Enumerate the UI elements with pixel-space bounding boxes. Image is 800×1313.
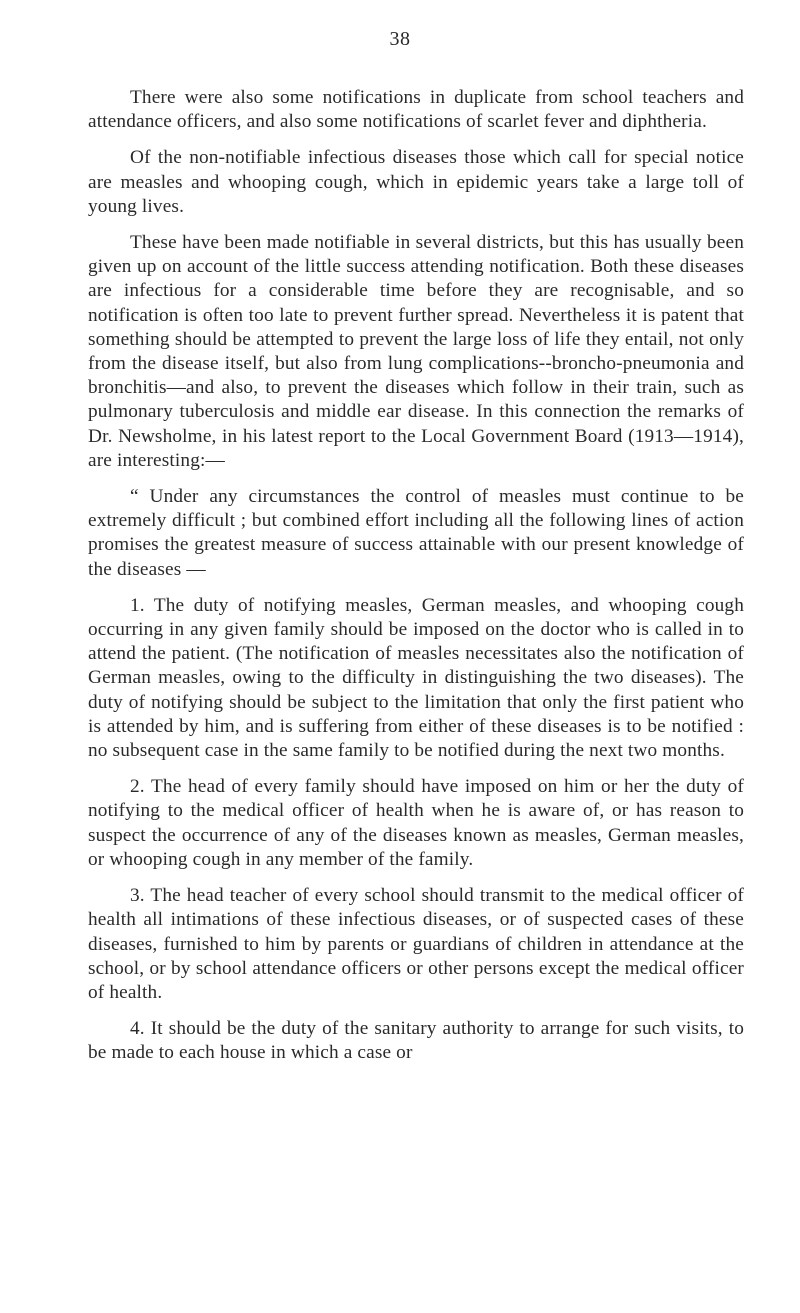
- page-number: 38: [389, 28, 411, 50]
- paragraph-notifications-duplicate: There were also some notifications in duplicate from school teachers and attendance officers, and also some notifications of scarlet fever and diphtheria.: [88, 87, 744, 133]
- paragraph-notifiable-districts: These have been made notifiable in several districts, but this has usually been given up on account of the little success attending notification. Both these diseases are infectious for a considerable time before they are recognisable, and so notification is often too late to prevent further spread. Nevertheless it is patent that something should be attempted to prevent the large loss of life they entail, not only from the disease itself, but also from lung complications--broncho-pneumonia and bronchitis—and also, to prevent the diseases which follow in their train, such as pulmonary tuberculosis and middle ear disease. In this connection the remarks of Dr. Newsholme, in his latest report to the Local Government Board (1913—1914), are interesting:—: [88, 232, 744, 471]
- paragraph-quotation-intro: “ Under any circumstances the control of measles must continue to be extremely difficult ; but combined effort including all the following lines of action promises the greatest measure of success attainable with our present knowledge of the diseases —: [88, 486, 744, 580]
- paragraph-point-3: 3. The head teacher of every school should transmit to the medical officer of health all intimations of these infectious diseases, or of suspected cases of these diseases, furnished to him by parents or guardians of children in attendance at the school, or by school attendance officers or other persons except the medical officer of health.: [88, 885, 744, 1003]
- body-text: [88, 86, 744, 1066]
- paragraph-point-2: 2. The head of every family should have imposed on him or her the duty of notifying to the medical officer of health when he is aware of, or has reason to suspect the occurrence of any of the diseases known as measles, German measles, or whooping cough in any member of the family.: [88, 776, 744, 870]
- paragraph-point-4: 4. It should be the duty of the sanitary authority to arrange for such visits, to be made to each house in which a case or: [88, 1018, 744, 1064]
- paragraph-point-1: 1. The duty of notifying measles, German measles, and whooping cough occurring in any given family should be imposed on the doctor who is called in to attend the patient. (The notification of measles necessitates also the notification of German measles, owing to the difficulty in distinguishing the two diseases). The duty of notifying should be subject to the limitation that only the first patient who is attended by him, and is suffering from either of these diseases is to be notified : no subsequent case in the same family to be notified during the next two months.: [88, 594, 744, 762]
- paragraph-non-notifiable-diseases: Of the non-notifiable infectious diseases those which call for special notice are measles and whooping cough, which in epidemic years take a large toll of young lives.: [88, 147, 744, 217]
